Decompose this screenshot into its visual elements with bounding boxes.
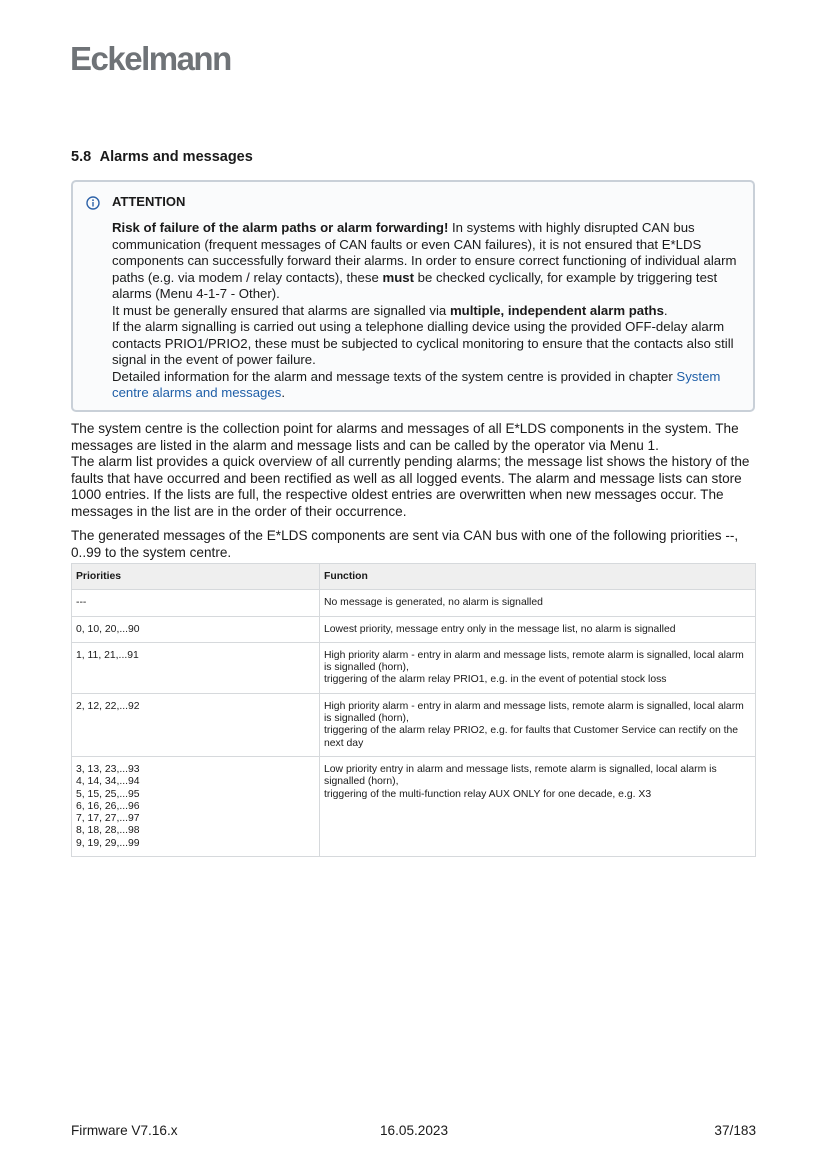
priority-value: --- — [76, 597, 87, 609]
table-row — [72, 590, 756, 616]
must-emphasis: must — [382, 269, 414, 285]
attention-body — [112, 220, 742, 402]
attention-text: It must be generally ensured that alarms are signalled via — [112, 302, 450, 318]
function-text: triggering of the alarm relay PRIO2, e.g. for faults that Customer Service can rectify on the next day — [324, 725, 739, 749]
function-text: High priority alarm - entry in alarm and message lists, remote alarm is signalled, local alarm is signalled (horn), — [324, 649, 744, 674]
section-title-text: Alarms and messages — [99, 149, 253, 165]
priorities-table — [71, 563, 756, 857]
intro-line-2: The alarm list provides a quick overview of all currently pending alarms; the message list shows the history of the faults that have occurred and been rectified as well as all logged events. The alarm and message lists can store 1000 entries. If the lists are full, the respective oldest entries are overwritten when new messages occur. The messages in the list are in the order of their occurrence. — [71, 454, 750, 519]
attention-paragraph-2 — [112, 303, 742, 320]
system-centre-alarms-link[interactable]: System centre alarms and messages — [112, 368, 721, 400]
function-text: Lowest priority, message entry only in the message list, no alarm is signalled — [324, 623, 676, 635]
attention-paragraph-1 — [112, 220, 742, 303]
attention-text: In systems with highly disrupted CAN bus communication (frequent messages of CAN faults or even CAN failures), it is not ensured that E*LDS components can successfully forward their alarms. In order to ensure correct functioning of individual alarm paths (e.g. via modem / relay contacts), these — [112, 220, 737, 285]
priority-value: 4, 14, 34,...94 — [76, 776, 140, 788]
priority-value: 3, 13, 23,...93 — [76, 763, 140, 775]
footer-page-number: 37/183 — [714, 1123, 756, 1138]
table-body — [72, 590, 756, 857]
priorities-intro: The generated messages of the E*LDS components are sent via CAN bus with one of the following priorities --, 0..99 to the system centre. — [71, 528, 739, 560]
eckelmann-logo: Eckelmann — [70, 40, 231, 77]
function-text: High priority alarm - entry in alarm and message lists, remote alarm is signalled, local alarm is signalled (horn), — [324, 700, 744, 725]
function-text: triggering of the multi-function relay AUX ONLY for one decade, e.g. X3 — [324, 788, 652, 800]
intro-line-1: The system centre is the collection point for alarms and messages of all E*LDS components in the system. The messages are listed in the alarm and message lists and can be called by the operator via Menu 1. — [71, 421, 739, 453]
risk-heading: Risk of failure of the alarm paths or alarm forwarding! — [112, 220, 449, 235]
function-cell — [320, 693, 756, 756]
priority-cell — [72, 642, 320, 693]
attention-box — [71, 180, 755, 412]
priority-cell — [72, 756, 320, 856]
table-row — [72, 616, 756, 642]
priority-value: 1, 11, 21,...91 — [76, 649, 139, 661]
function-cell — [320, 616, 756, 642]
attention-paragraph-3: If the alarm signalling is carried out using a telephone dialling device using the provided OFF-delay alarm contacts PRIO1/PRIO2, these must be subjected to cyclical monitoring to ensure that the contacts also still signal in the event of power failure. — [112, 319, 734, 367]
attention-text: be checked cyclically, for example by triggering test alarms (Menu 4-1-7 - Other). — [112, 269, 718, 301]
footer-date: 16.05.2023 — [380, 1123, 449, 1138]
priority-cell — [72, 590, 320, 616]
priority-value: 8, 18, 28,...98 — [76, 825, 140, 837]
function-text: Low priority entry in alarm and message lists, remote alarm is signalled, local alarm is signalled (horn), — [324, 763, 717, 788]
attention-text: Detailed information for the alarm and message texts of the system centre is provided in chapter — [112, 368, 677, 384]
attention-text: . — [663, 302, 668, 318]
intro-paragraph — [71, 421, 761, 520]
priority-value: 5, 15, 25,...95 — [76, 788, 140, 800]
info-icon — [86, 196, 100, 210]
function-text: triggering of the alarm relay PRIO1, e.g. in the event of potential stock loss — [324, 674, 667, 686]
function-cell — [320, 756, 756, 856]
footer-firmware: Firmware V7.16.x — [71, 1123, 178, 1138]
priority-value: 0, 10, 20,...90 — [76, 623, 140, 635]
priority-value: 6, 16, 26,...96 — [76, 800, 140, 812]
priority-cell — [72, 693, 320, 756]
multiple-paths-emphasis: multiple, independent alarm paths — [449, 302, 664, 318]
priority-value: 9, 19, 29,...99 — [76, 837, 140, 849]
table-header-row — [72, 564, 756, 590]
attention-text: . — [281, 385, 285, 400]
priority-value: 2, 12, 22,...92 — [76, 700, 140, 712]
function-cell — [320, 590, 756, 616]
priority-cell — [72, 616, 320, 642]
header-function: Function — [320, 564, 756, 590]
header-priorities: Priorities — [72, 564, 320, 590]
section-title — [71, 149, 253, 165]
priority-value: 7, 17, 27,...97 — [76, 813, 140, 825]
table-row — [72, 756, 756, 856]
function-cell — [320, 642, 756, 693]
function-text: No message is generated, no alarm is signalled — [324, 597, 543, 609]
table-row — [72, 642, 756, 693]
section-number: 5.8 — [71, 149, 92, 165]
table-row — [72, 693, 756, 756]
attention-paragraph-4 — [112, 369, 742, 402]
attention-heading: ATTENTION — [112, 194, 186, 209]
